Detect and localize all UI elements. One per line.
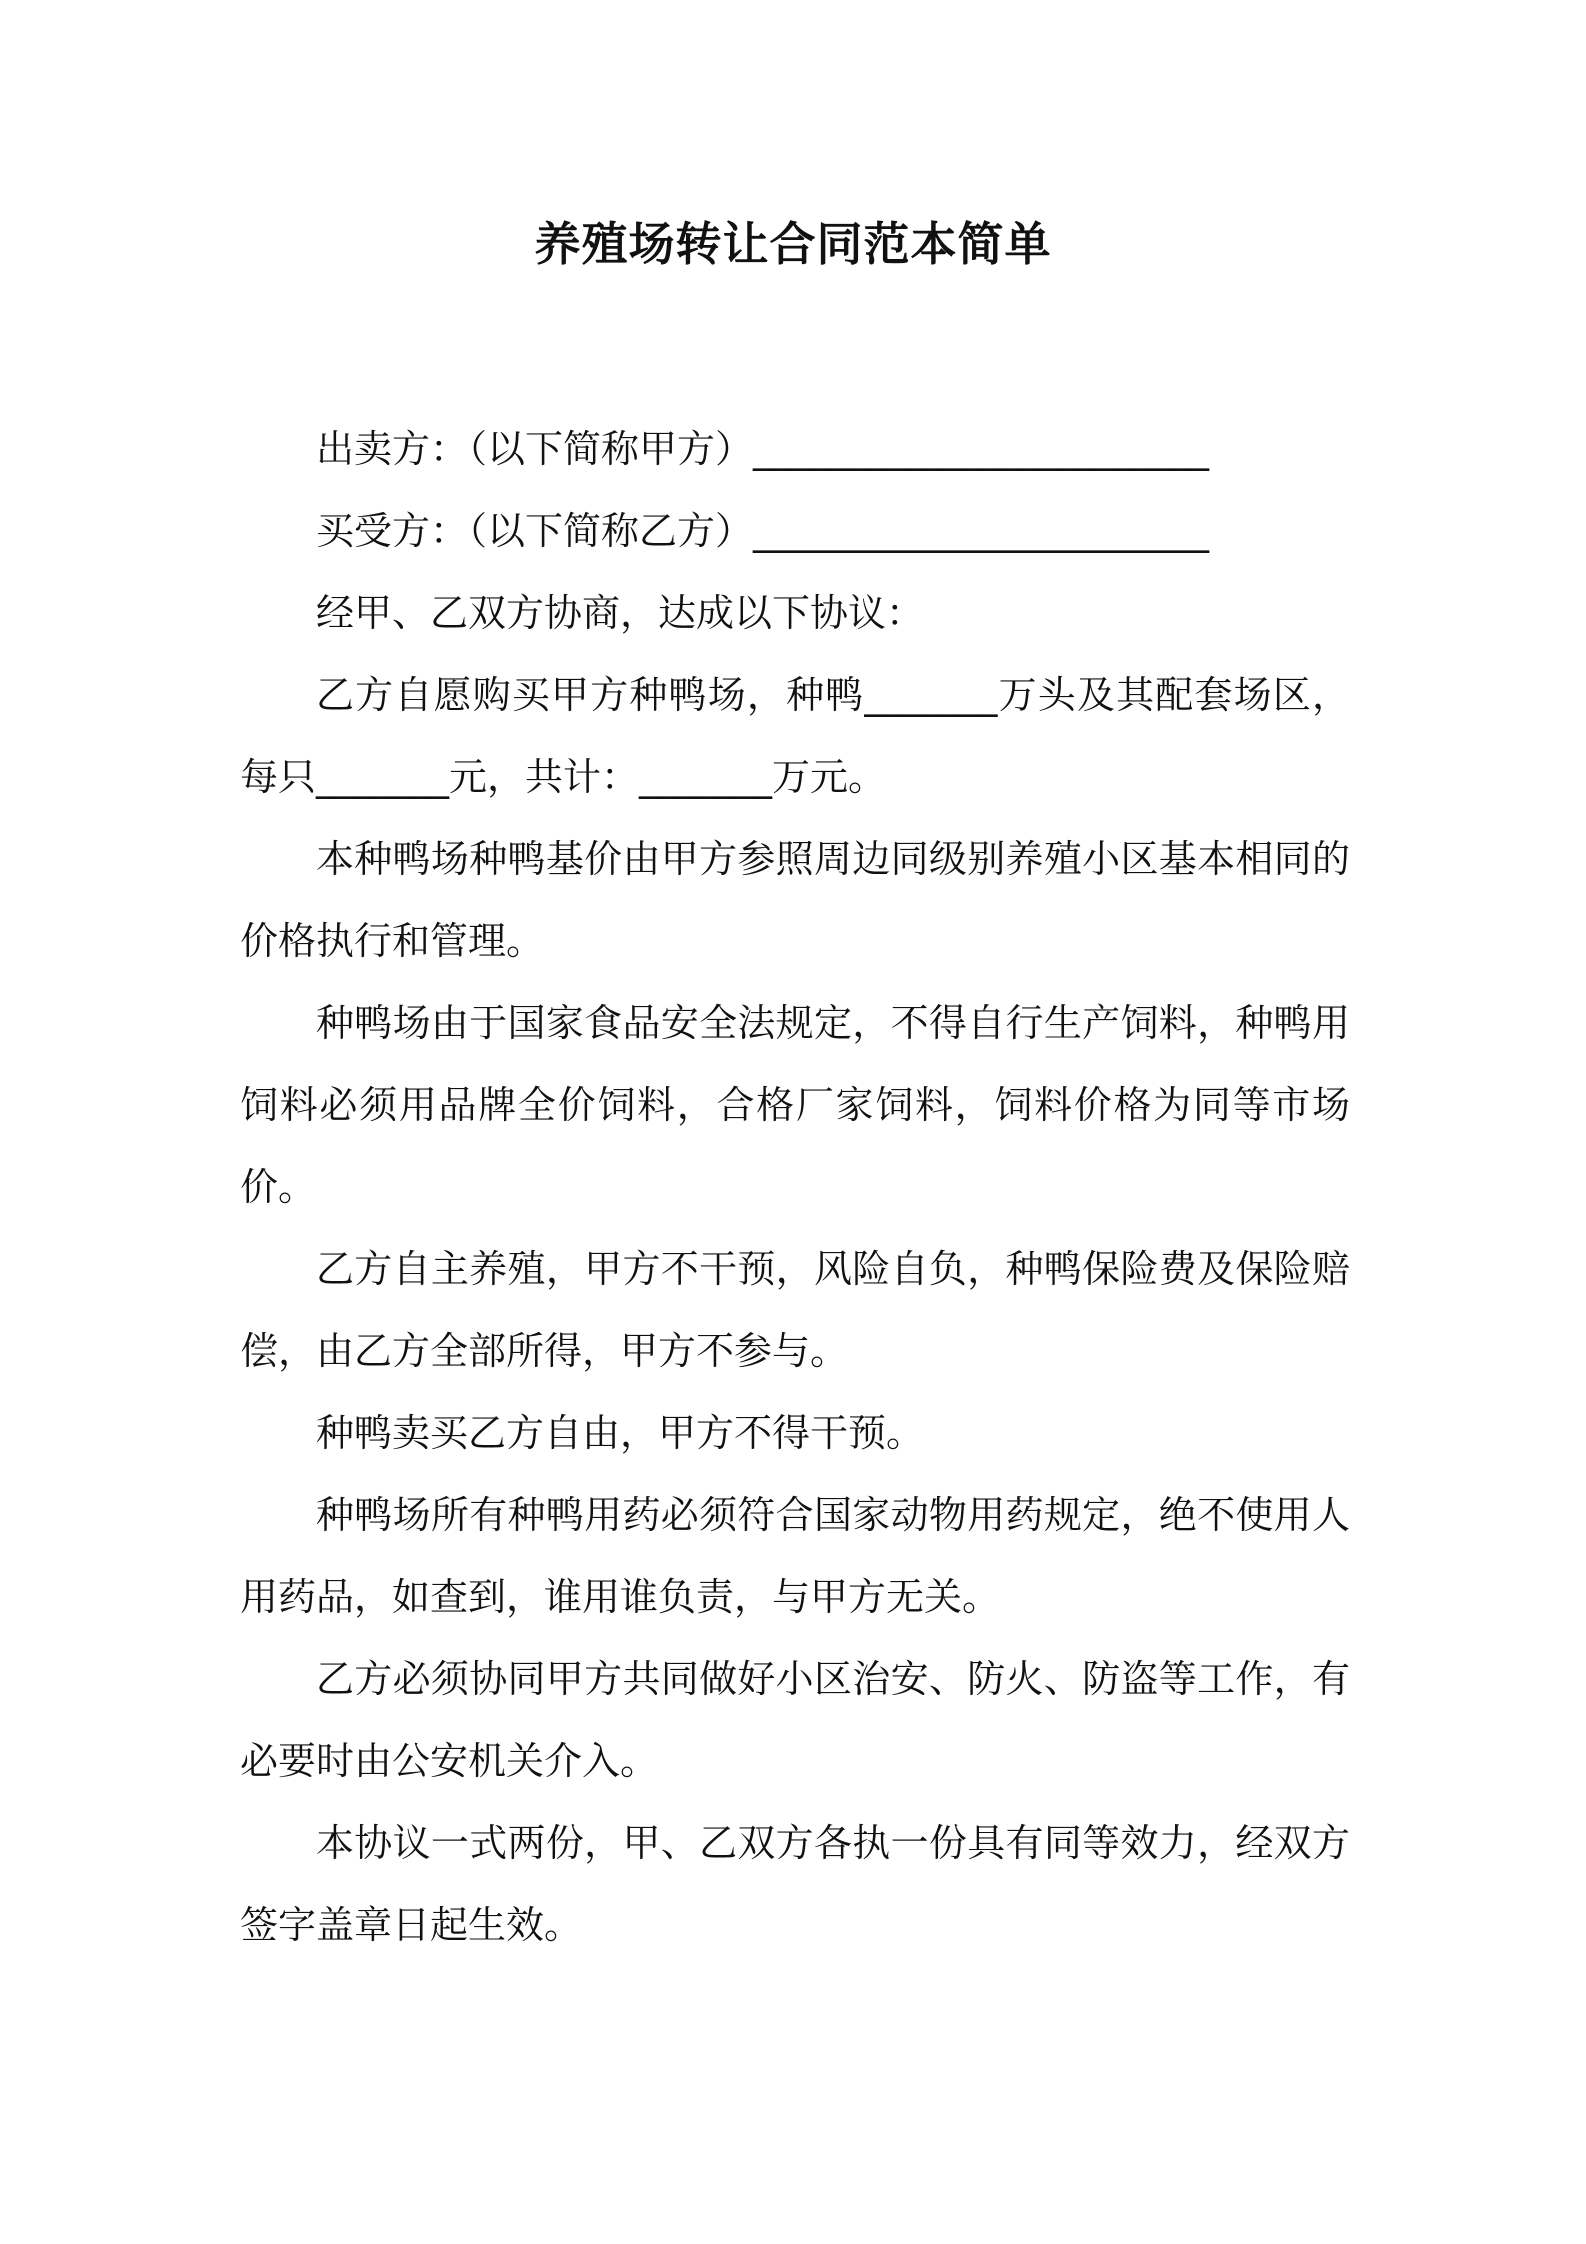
clause-feed: 种鸭场由于国家食品安全法规定，不得自行生产饲料，种鸭用饲料必须用品牌全价饲料，合格厂家饲料，饲料价格为同等市场价。: [240, 1001, 1350, 1209]
clause-security: 乙方必须协同甲方共同做好小区治安、防火、防盗等工作，有必要时由公安机关介入。: [240, 1657, 1350, 1783]
clause-trade: 种鸭卖买乙方自由，甲方不得干预。: [316, 1411, 925, 1455]
clause-medication: 种鸭场所有种鸭用药必须符合国家动物用药规定，绝不使用人用药品，如查到，谁用谁负责，与甲方无关。: [240, 1493, 1350, 1619]
clause-base-price: 本种鸭场种鸭基价由甲方参照周边同级别养殖小区基本相同的价格执行和管理。: [240, 837, 1350, 963]
clause-purchase: 乙方自愿购买甲方种鸭场，种鸭_______万头及其配套场区，每只_______元，共计：_______万元。: [240, 673, 1350, 799]
document-title: 养殖场转让合同范本简单: [534, 217, 1052, 271]
clause-risk: 乙方自主养殖，甲方不干预，风险自负，种鸭保险费及保险赔偿，由乙方全部所得，甲方不参与。: [240, 1247, 1350, 1373]
contract-body: [240, 408, 1350, 1966]
agreement-intro: 经甲、乙双方协商，达成以下协议：: [316, 591, 925, 635]
buyer-line: 买受方：（以下简称乙方）________________________: [316, 509, 1210, 553]
clause-validity: 本协议一式两份，甲、乙双方各执一份具有同等效力，经双方签字盖章日起生效。: [240, 1821, 1350, 1947]
seller-line: 出卖方：（以下简称甲方）________________________: [316, 427, 1210, 471]
